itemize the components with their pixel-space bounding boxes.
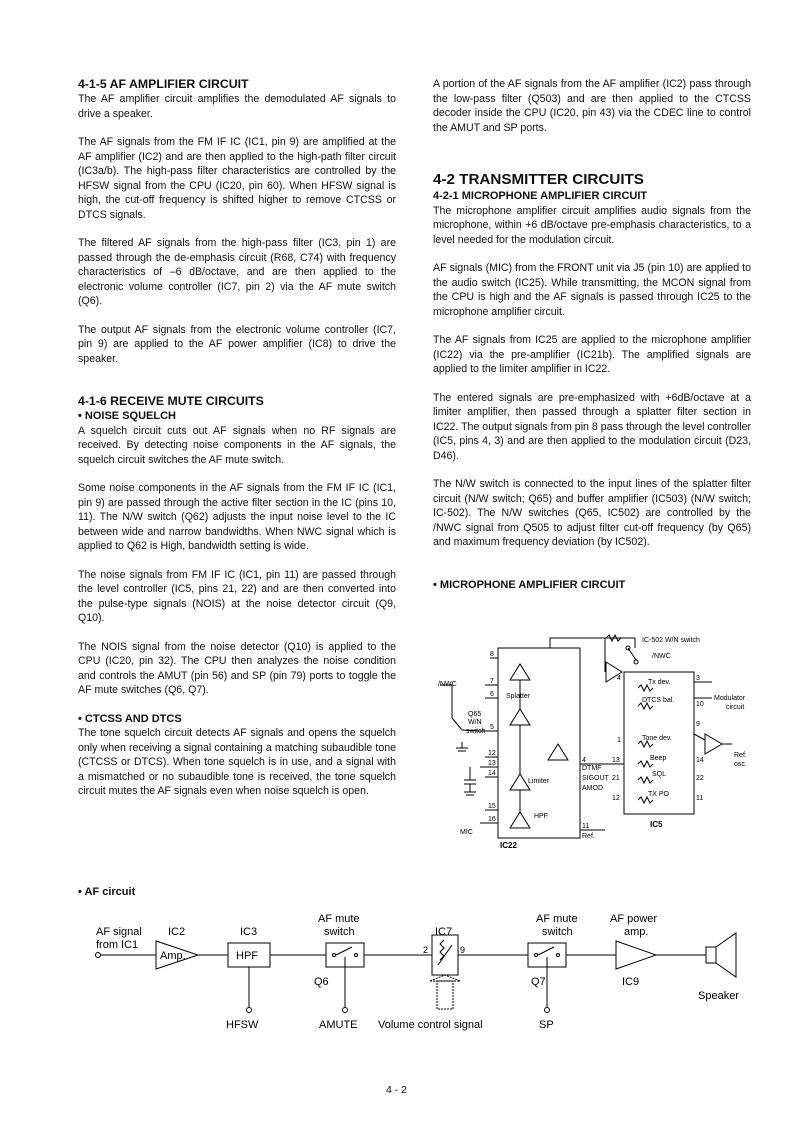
q7-label: Q7 <box>531 976 546 988</box>
amod-label: AMOD <box>582 785 603 792</box>
pin-label: 15 <box>488 803 496 810</box>
ref-label: Ref. <box>582 833 595 840</box>
volume-control-label: Volume control signal <box>378 1019 483 1031</box>
noise-squelch-heading: • NOISE SQUELCH <box>78 410 176 422</box>
pin-label: 10 <box>696 701 704 708</box>
wn-label: W/N <box>468 719 482 726</box>
paragraph: The entered signals are pre-emphasized with +6dB/octave at a limiter amplifier, then passed through a splatter filter section in IC22. The output signals from pin 8 pass through the level controller (IC5, pins 4, 3) and are then applied to the modulation circuit (D23, D46). <box>433 391 751 462</box>
sigout-label: SIGOUT <box>582 775 609 782</box>
mute1-label-a: AF mute <box>318 913 360 925</box>
modulator-label: Modulator <box>714 695 746 702</box>
paragraph: The noise signals from FM IF IC (IC1, pin 11) are passed through the level controller (IC5, pins 21, 22) and are then converted into the pulse-type signals (NOIS) at the noise detector circuit (Q9, Q10). <box>78 568 396 624</box>
ref-osc-label-1: Ref. <box>734 752 747 759</box>
ic7-pin2: 2 <box>423 945 429 955</box>
ic502-label: IC-502 W/N switch <box>642 637 700 644</box>
tx-po-label: TX PO <box>648 791 670 798</box>
mute2-label-a: AF mute <box>536 913 578 925</box>
paragraph: AF signals (MIC) from the FRONT unit via J5 (pin 10) are applied to the audio switch (IC25). While transmitting, the MCON signal from the CPU is high and the AF signals is passed through IC25 to the microphone amplifier circuit. <box>433 262 751 318</box>
tx-dev-label: Tx dev. <box>648 679 671 686</box>
pin-label: 6 <box>490 691 494 698</box>
speaker-label: Speaker <box>698 990 739 1002</box>
beep-label: Beep <box>650 755 667 762</box>
pin-label: 1 <box>617 737 621 744</box>
ic5-label: IC5 <box>650 820 663 829</box>
amute-label: AMUTE <box>319 1019 358 1031</box>
pin-label: 8 <box>490 651 494 658</box>
from-ic1-label: from IC1 <box>96 939 139 951</box>
ic22-label: IC22 <box>500 841 517 850</box>
dtmf-label: DTMF <box>582 765 602 772</box>
af-signal-label: AF signal <box>96 926 142 938</box>
sp-label: SP <box>539 1019 554 1031</box>
pin-label: 9 <box>696 721 700 728</box>
paragraph: The AF signals from the FM IF IC (IC1, pin 9) are amplified at the AF amplifier (IC2) and are then applied to the high-path filter circuit (IC3a/b). The high-pass filter characteristics are controlled by the HFSW signal from the CPU (IC20, pin 60). When HFSW signal is high, the cut-off frequency is shifted higher to remove CTCSS or DTCS signals. <box>78 136 396 221</box>
pin-label: 3 <box>696 675 700 682</box>
ctcss-heading: • CTCSS AND DTCS <box>78 712 182 725</box>
paragraph: A portion of the AF signals from the AF amplifier (IC2) pass through the low-pass filter (Q503) and are then applied to the CTCSS decoder inside the CPU (IC20, pin 43) via the CDEC line to control the AMUT and SP ports. <box>433 78 751 134</box>
q65-label: Q65 <box>468 711 482 718</box>
circuit-label: circuit <box>726 704 745 711</box>
mute2-label-b: switch <box>542 926 573 938</box>
paragraph: The output AF signals from the electronic volume controller (IC7, pin 9) are applied to the AF power amplifier (IC8) to drive the speaker. <box>78 323 396 365</box>
pin-label: 4 <box>617 675 621 682</box>
limiter-label: Limiter <box>528 778 550 785</box>
dtcs-bal-label: DTCS bal. <box>642 697 675 704</box>
paragraph: The AF signals from IC25 are applied to the microphone amplifier (IC22) via the pre-amplifier (IC21b). The amplified signals are applied to the limiter amplifier in IC22. <box>433 334 751 375</box>
ic7-pin9: 9 <box>460 945 466 955</box>
switch-label: switch <box>466 728 486 735</box>
pin-label: 21 <box>612 775 620 782</box>
paragraph: Some noise components in the AF signals from the FM IF IC (IC1, pin 9) are passed through the active filter section in the IC (pins 10, 11). The N/W switch (Q62) adjusts the input noise level to the IC between wide and narrow bandwidths. When NWC signal which is applied to Q62 is High, bandwidth setting is wide. <box>78 482 396 552</box>
pin-label: 22 <box>696 775 704 782</box>
pin-label: 16 <box>488 816 496 823</box>
hpf-label: HPF <box>236 950 258 962</box>
mic-amp-diagram <box>430 630 770 855</box>
ic9-label: IC9 <box>622 976 640 988</box>
paragraph: The N/W switch is connected to the input lines of the splatter filter circuit (N/W switch; Q65) and buffer amplifier (IC503) (N/W switch; IC-502). The N/W switches (Q65, IC502) are controlled by the /NWC signal from Q505 to adjust filter cut-off frequency (by Q65) and maximum frequency deviation (by IC502). <box>433 478 751 548</box>
paragraph: A squelch circuit cuts out AF signals when no RF signals are received. By detecting noise components in the AF signals, the squelch circuit switches the AF mute switch. <box>78 424 396 466</box>
paragraph: The NOIS signal from the noise detector (Q10) is applied to the CPU (IC20, pin 32). The CPU then analyzes the noise condition and controls the AMUT (pin 56) and SP (pin 79) ports to toggle the AF mute switches (Q6, Q7). <box>78 640 396 696</box>
mute1-label-b: switch <box>324 926 355 938</box>
amp-label: Amp. <box>160 950 186 962</box>
section-title-4-2: 4-2 TRANSMITTER CIRCUITS <box>433 171 644 188</box>
page-number: 4 - 2 <box>385 1084 407 1096</box>
section-title-4-1-6: 4-1-6 RECEIVE MUTE CIRCUITS <box>78 394 264 408</box>
section-title-4-1-5: 4-1-5 AF AMPLIFIER CIRCUIT <box>78 77 249 91</box>
nwc-left-label: /NWC <box>438 681 457 688</box>
mic-diagram-heading: • MICROPHONE AMPLIFIER CIRCUIT <box>433 578 626 591</box>
ref-osc-label-2: osc. <box>734 761 747 768</box>
pin-label: 5 <box>490 724 494 731</box>
right-column <box>433 77 751 592</box>
ic2-label: IC2 <box>168 926 186 938</box>
paragraph: The tone squelch circuit detects AF signals and opens the squelch only when receiving a signal containing a matching subaudible tone (CTCSS or DTCS). When tone squelch is in use, and a signal with a mismatched or no subaudible tone is received, the tone squelch circuit mutes the AF signals even when noise squelch is open. <box>78 727 396 797</box>
pin-label: 4 <box>582 757 586 764</box>
pin-label: 11 <box>582 823 590 830</box>
pin-label: 13 <box>488 760 496 767</box>
ic3-label: IC3 <box>240 926 258 938</box>
af-circuit-diagram <box>90 905 760 1035</box>
pin-label: 12 <box>488 750 496 757</box>
nwc-top-label: /NWC <box>652 653 671 660</box>
pin-label: 13 <box>612 757 620 764</box>
paragraph: The microphone amplifier circuit amplifies audio signals from the microphone, within +6 dB/octave pre-emphasis characteristics, to a level needed for the modulation circuit. <box>433 204 751 246</box>
left-column <box>78 77 396 813</box>
pin-label: 14 <box>696 757 704 764</box>
splatter-label: Splatter <box>506 693 531 700</box>
sql-label: SQL <box>652 771 667 778</box>
q6-label: Q6 <box>314 976 329 988</box>
pin-label: 12 <box>612 795 620 802</box>
section-title-4-2-1: 4-2-1 MICROPHONE AMPLIFIER CIRCUIT <box>433 190 648 202</box>
paragraph: The AF amplifier circuit amplifies the demodulated AF signals to drive a speaker. <box>78 93 396 120</box>
pin-label: 7 <box>490 678 494 685</box>
hfsw-label: HFSW <box>226 1019 259 1031</box>
paragraph: The filtered AF signals from the high-pass filter (IC3, pin 1) are passed through the de-emphasis circuit (R68, C74) with frequency characteristics of –6 dB/octave, and are then applied to the electronic volume controller (IC7, pin 2) via the AF mute switch (Q6). <box>78 237 396 307</box>
af-circuit-heading: • AF circuit <box>78 886 136 898</box>
tone-dev-label: Tone dev. <box>642 735 672 742</box>
pin-label: 11 <box>696 795 704 802</box>
power-amp-label-a: AF power <box>610 913 658 925</box>
hpf-label: HPF <box>534 813 548 820</box>
power-amp-label-b: amp. <box>624 926 649 938</box>
ic7-label: IC7 <box>435 926 453 938</box>
mic-label: MIC <box>460 829 473 836</box>
pin-label: 14 <box>488 770 496 777</box>
